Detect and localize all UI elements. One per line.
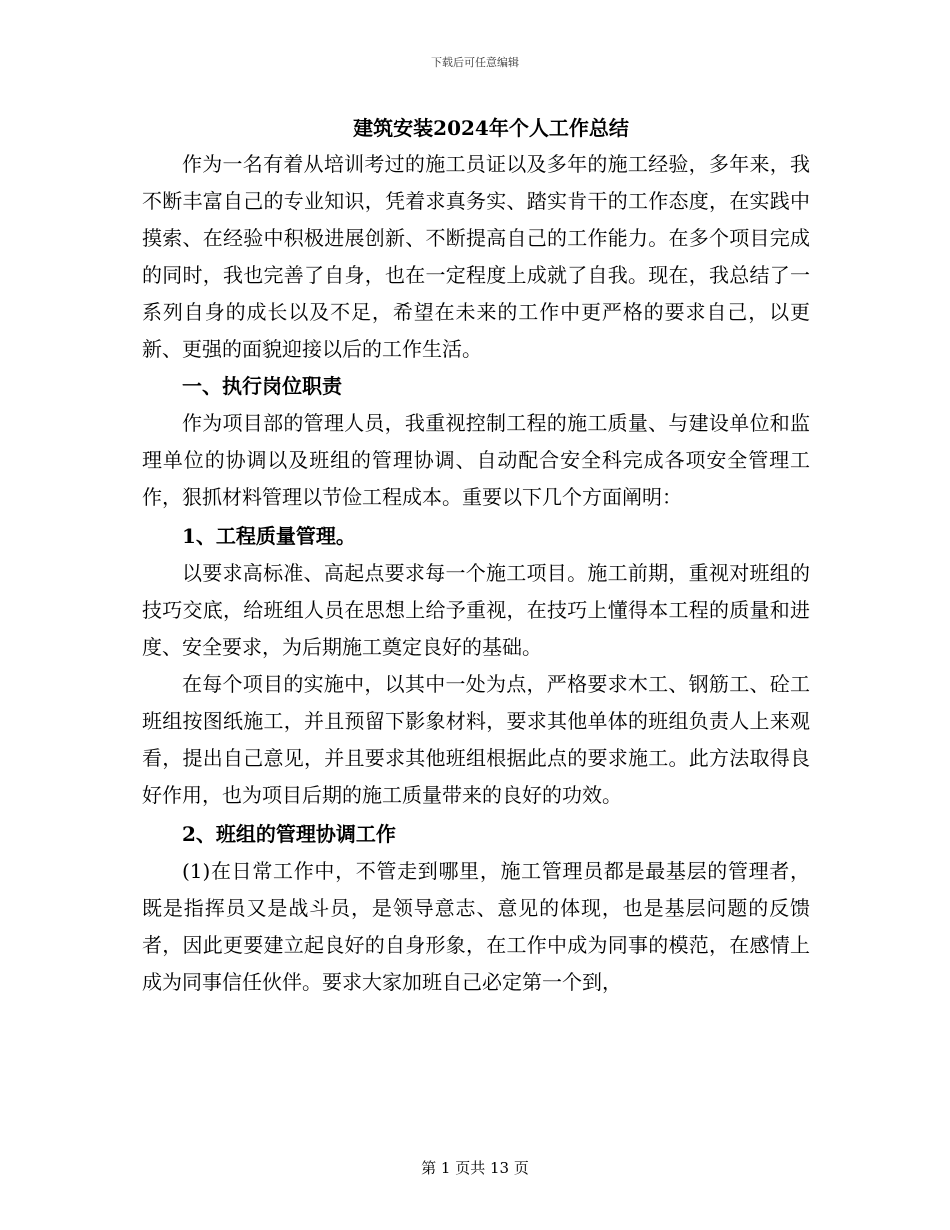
section-heading-duties: 一、执行岗位职责 bbox=[182, 374, 342, 398]
team-paragraph-1: (1)在日常工作中，不管走到哪里，施工管理员都是最基层的管理者，既是指挥员又是战斗员，是领导意志、意见的体现，也是基层问题的反馈者，因此更要建立起良好的自身形象，在工作中成为同事的模范，在感情上成为同事信任伙伴。要求大家加班自己必定第一个到， bbox=[142, 859, 810, 994]
quality-paragraph-1: 以要求高标准、高起点要求每一个施工项目。施工前期，重视对班组的技巧交底，给班组人员在思想上给予重视，在技巧上懂得本工程的质量和进度、安全要求，为后期施工奠定良好的基础。 bbox=[142, 561, 810, 659]
subsection-heading-quality: 1、工程质量管理。 bbox=[182, 524, 356, 548]
document-body bbox=[142, 110, 810, 1001]
section-duties-paragraph: 作为项目部的管理人员，我重视控制工程的施工质量、与建设单位和监理单位的协调以及班组的管理协调、自动配合安全科完成各项安全管理工作，狠抓材料管理以节俭工程成本。重要以下几个方面阐明： bbox=[142, 411, 810, 509]
intro-paragraph: 作为一名有着从培训考过的施工员证以及多年的施工经验，多年来，我不断丰富自己的专业知识，凭着求真务实、踏实肯干的工作态度，在实践中摸索、在经验中积极进展创新、不断提高自己的工作能力。在多个项目完成的同时，我也完善了自身，也在一定程度上成就了自我。现在，我总结了一系列自身的成长以及不足，希望在未来的工作中更严格的要求自己，以更新、更强的面貌迎接以后的工作生活。 bbox=[142, 152, 810, 361]
page-header: 下载后可任意编辑 bbox=[431, 56, 519, 69]
subsection-heading-team: 2、班组的管理协调工作 bbox=[182, 822, 396, 846]
document-title: 建筑安装2024年个人工作总结 bbox=[353, 116, 629, 140]
quality-paragraph-2: 在每个项目的实施中，以其中一处为点，严格要求木工、钢筋工、砼工班组按图纸施工，并且预留下影象材料，要求其他单体的班组负责人上来观看，提出自己意见，并且要求其他班组根据此点的要求施工。此方法取得良好作用，也为项目后期的施工质量带来的良好的功效。 bbox=[142, 672, 810, 807]
page-footer: 第 1 页共 13 页 bbox=[421, 1159, 529, 1177]
